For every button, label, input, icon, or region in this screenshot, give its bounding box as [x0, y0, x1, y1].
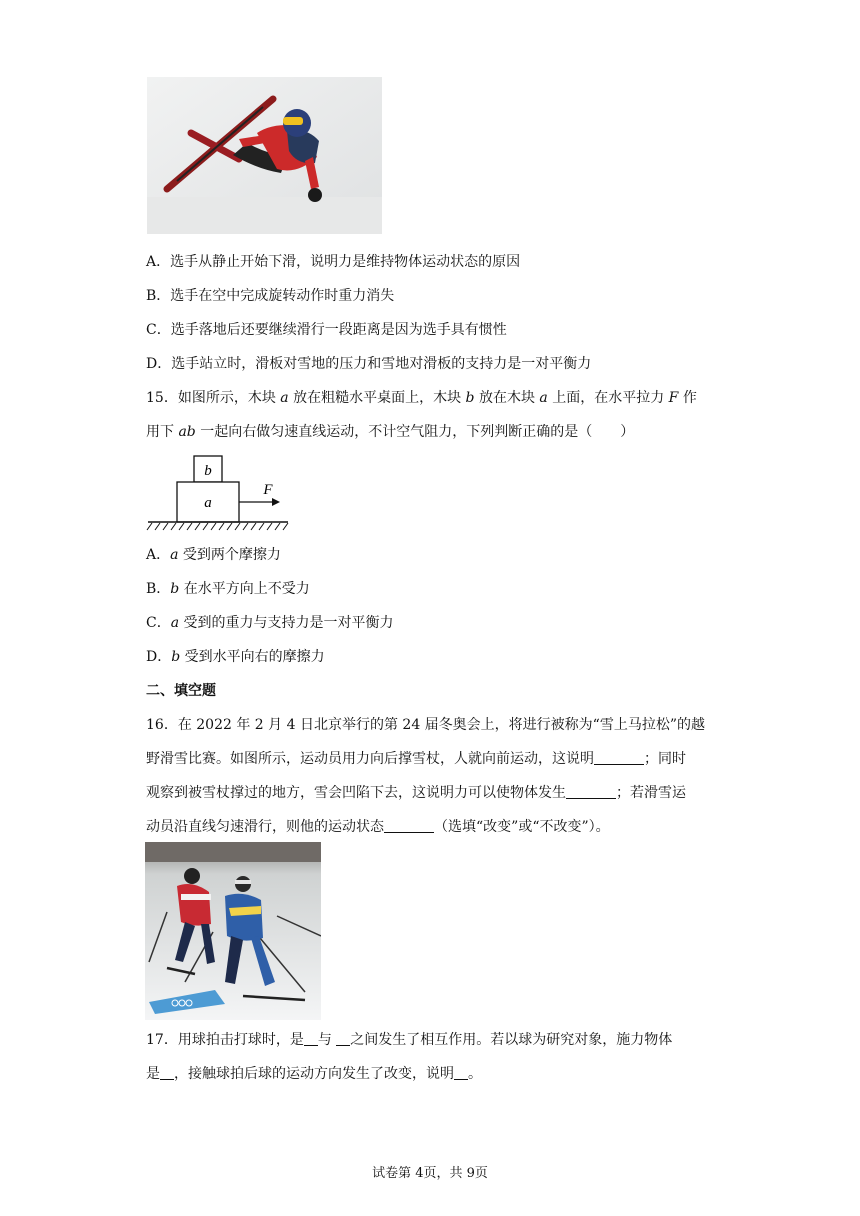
q15-stem-line1: 15．如图所示，木块 a 放在粗糙水平桌面上，木块 b 放在木块 a 上面，在水平拉力 F 作: [146, 390, 697, 406]
q15-option-a: A．a 受到两个摩擦力: [146, 547, 281, 563]
page-footer: 试卷第 4页，共 9页: [372, 1166, 488, 1181]
q16-line4: 动员沿直线匀速滑行，则他的运动状态 （选填“改变”或“不改变”）。: [146, 819, 610, 835]
force-label: F: [263, 482, 273, 498]
q15-option-b: B．b 在水平方向上不受力: [146, 581, 310, 597]
q17-line2: 是 ，接触球拍后球的运动方向发生了改变，说明 。: [146, 1066, 482, 1082]
block-a-label: a: [204, 495, 212, 511]
q15-option-d: D．b 受到水平向右的摩擦力: [146, 649, 325, 665]
answer-blank[interactable]: [454, 1065, 468, 1080]
q14-option-d: D．选手站立时，滑板对雪地的压力和雪地对滑板的支持力是一对平衡力: [146, 356, 592, 372]
blocks-figure: [146, 454, 291, 534]
answer-blank[interactable]: [160, 1065, 174, 1080]
q14-option-c: C．选手落地后还要继续滑行一段距离是因为选手具有惯性: [146, 322, 507, 338]
q16-line3: 观察到被雪杖撑过的地方，雪会凹陷下去，这说明力可以使物体发生 ；若滑雪运: [146, 785, 686, 801]
answer-blank[interactable]: [304, 1031, 318, 1046]
answer-blank[interactable]: [566, 784, 616, 799]
q16-line2: 野滑雪比赛。如图所示，运动员用力向后撑雪杖，人就向前运动，这说明 ；同时: [146, 751, 686, 767]
answer-blank[interactable]: [594, 750, 644, 765]
q14-option-b: B．选手在空中完成旋转动作时重力消失: [146, 288, 395, 304]
q15-stem-line2: 用下 ab 一起向右做匀速直线运动，不计空气阻力，下列判断正确的是（ ）: [146, 424, 635, 440]
block-b-label: b: [204, 463, 212, 479]
answer-blank[interactable]: [336, 1031, 350, 1046]
q17-line1: 17．用球拍击打球时，是 与 之间发生了相互作用。若以球为研究对象，施力物体: [146, 1032, 673, 1048]
answer-blank[interactable]: [384, 818, 434, 833]
q16-line1: 16．在 2022 年 2 月 4 日北京举行的第 24 届冬奥会上，将进行被称为“雪上马拉松”的越: [146, 717, 705, 733]
skier-photo: [147, 77, 382, 234]
section-heading: 二、填空题: [146, 683, 216, 699]
cross-country-ski-photo: [145, 842, 321, 1020]
q14-option-a: A．选手从静止开始下滑，说明力是维持物体运动状态的原因: [146, 254, 521, 270]
q15-option-c: C．a 受到的重力与支持力是一对平衡力: [146, 615, 394, 631]
